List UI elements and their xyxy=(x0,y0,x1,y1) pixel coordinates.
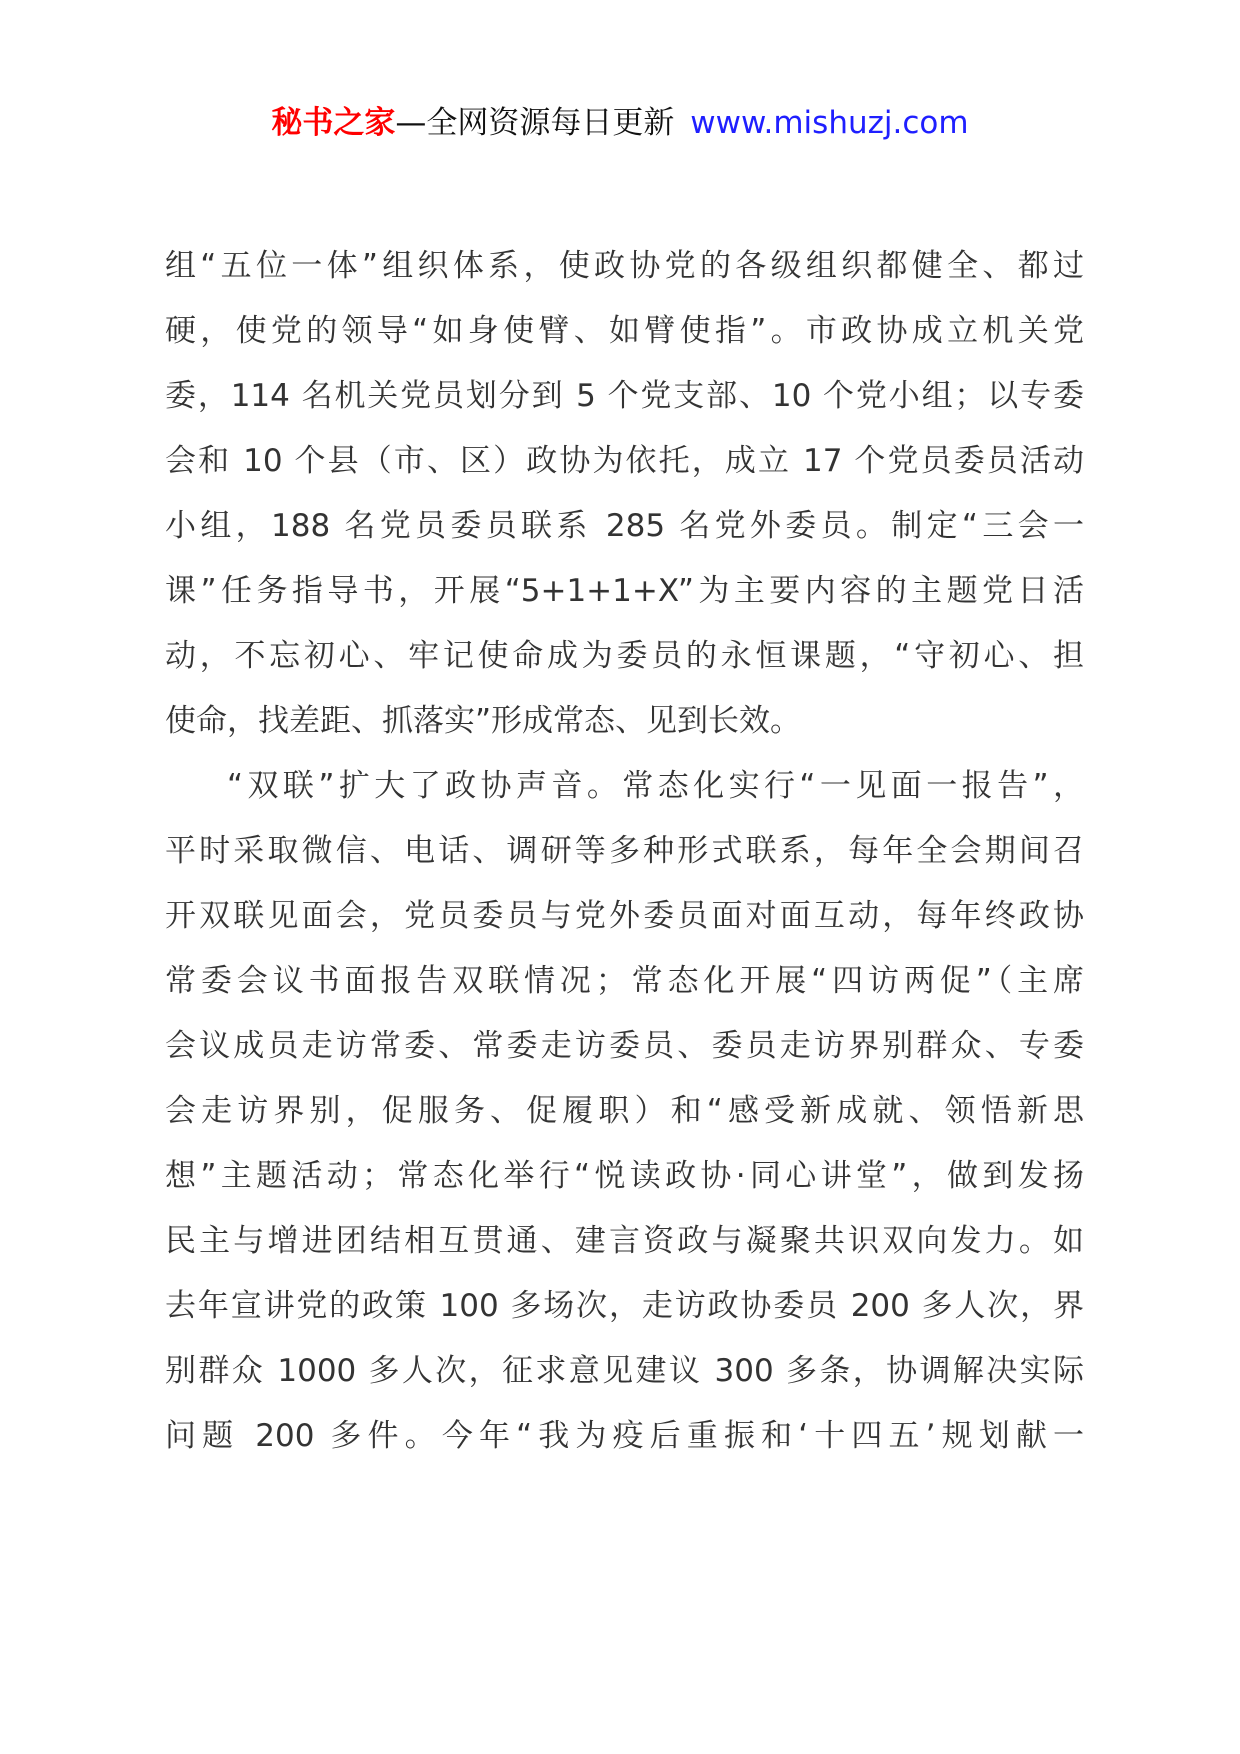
text-line: 别群众 1000 多人次，征求意见建议 300 多条，协调解决实际 xyxy=(165,1353,1084,1389)
text-line: 动，不忘初心、牢记使命成为委员的永恒课题，“守初心、担 xyxy=(165,638,1084,674)
text-line: 会议成员走访常委、常委走访委员、委员走访界别群众、专委 xyxy=(165,1028,1084,1064)
document-body xyxy=(165,234,1084,1469)
text-line: 使命，找差距、抓落实”形成常态、见到长效。 xyxy=(165,703,802,739)
header-tagline: —全网资源每日更新 xyxy=(395,105,675,141)
text-line: 会和 10 个县（市、区）政协为依托，成立 17 个党员委员活动 xyxy=(165,443,1084,479)
paragraph xyxy=(165,754,1084,1469)
site-header xyxy=(0,100,1240,146)
text-line: 常委会议书面报告双联情况；常态化开展“四访两促”（主席 xyxy=(165,963,1084,999)
text-line: 硬，使党的领导“如身使臂、如臂使指”。市政协成立机关党 xyxy=(165,313,1084,349)
text-line: 去年宣讲党的政策 100 多场次，走访政协委员 200 多人次，界 xyxy=(165,1288,1084,1324)
text-line: 组“五位一体”组织体系，使政协党的各级组织都健全、都过 xyxy=(165,248,1084,284)
text-line: 想”主题活动；常态化举行“悦读政协·同心讲堂”，做到发扬 xyxy=(165,1158,1084,1194)
text-line: 课”任务指导书，开展“5+1+1+X”为主要内容的主题党日活 xyxy=(165,573,1084,609)
text-line: 民主与增进团结相互贯通、建言资政与凝聚共识双向发力。如 xyxy=(165,1223,1084,1259)
brand-name: 秘书之家 xyxy=(271,105,396,141)
paragraph xyxy=(165,234,1084,754)
text-line: “双联”扩大了政协声音。常态化实行“一见面一报告”， xyxy=(227,768,1084,804)
text-line: 小组，188 名党员委员联系 285 名党外委员。制定“三会一 xyxy=(165,508,1084,544)
text-line: 问题 200 多件。今年“我为疫后重振和‘十四五’规划献一 xyxy=(165,1418,1084,1454)
text-line: 平时采取微信、电话、调研等多种形式联系，每年全会期间召 xyxy=(165,833,1084,869)
text-line: 委，114 名机关党员划分到 5 个党支部、10 个党小组；以专委 xyxy=(165,378,1084,414)
text-line: 会走访界别，促服务、促履职）和“感受新成就、领悟新思 xyxy=(165,1093,1084,1129)
text-line: 开双联见面会，党员委员与党外委员面对面互动，每年终政协 xyxy=(165,898,1084,934)
site-url-link[interactable]: www.mishuzj.com xyxy=(690,105,969,141)
